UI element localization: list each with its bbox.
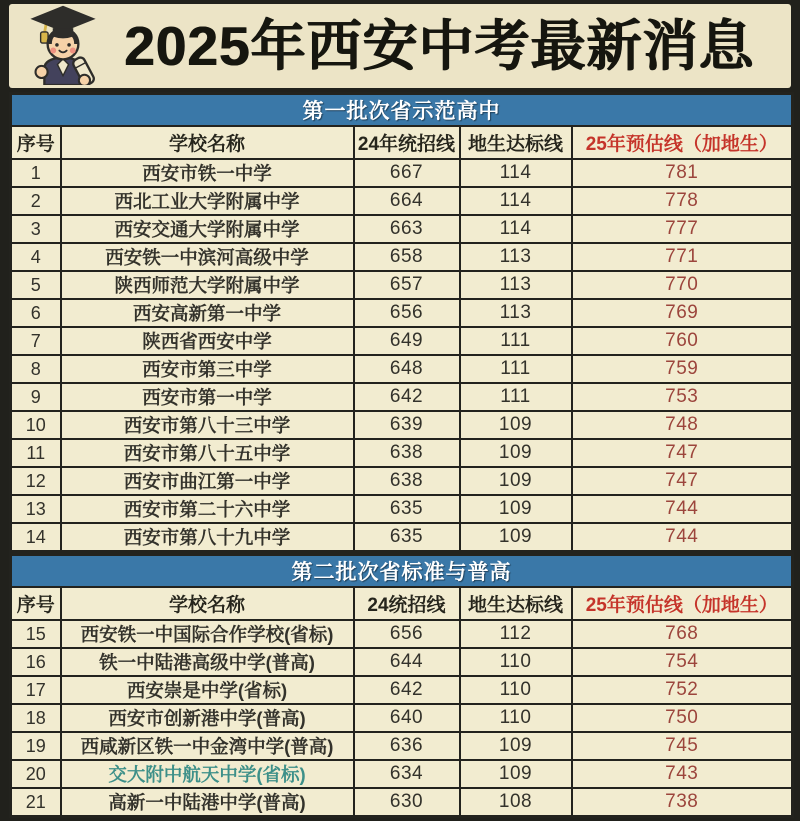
row-number: 6 (11, 299, 61, 327)
row-number: 21 (11, 788, 61, 817)
table-second-batch (9, 553, 794, 818)
score-geo-bio: 109 (460, 523, 572, 552)
score-est25: 770 (572, 271, 793, 299)
section-band-second-batch: 第二批次省标准与普高 (11, 555, 793, 588)
graduate-mascot-icon (25, 3, 101, 90)
school-name: 西安市第三中学 (61, 355, 354, 383)
row-number: 16 (11, 648, 61, 676)
score-geo-bio: 110 (460, 648, 572, 676)
score-line24: 640 (354, 704, 460, 732)
section-band-row (11, 94, 793, 127)
score-geo-bio: 112 (460, 620, 572, 648)
score-est25: 781 (572, 159, 793, 187)
score-geo-bio: 114 (460, 215, 572, 243)
title-panel (9, 4, 791, 88)
col-header-line24: 24年统招线 (354, 126, 460, 159)
row-number: 17 (11, 676, 61, 704)
school-name: 西安铁一中滨河高级中学 (61, 243, 354, 271)
row-number: 20 (11, 760, 61, 788)
score-line24: 648 (354, 355, 460, 383)
row-number: 12 (11, 467, 61, 495)
column-header-row (11, 587, 793, 620)
col-header-school: 学校名称 (61, 126, 354, 159)
school-name: 铁一中陆港高级中学(普高) (61, 648, 354, 676)
table-row (11, 676, 793, 704)
table-row (11, 620, 793, 648)
score-geo-bio: 109 (460, 411, 572, 439)
col-header-no: 序号 (11, 587, 61, 620)
row-number: 19 (11, 732, 61, 760)
col-header-est25: 25年预估线（加地生） (572, 587, 793, 620)
row-number: 11 (11, 439, 61, 467)
table-row (11, 355, 793, 383)
table-row (11, 159, 793, 187)
table-row (11, 523, 793, 552)
score-est25: 744 (572, 523, 793, 552)
school-name: 西安市铁一中学 (61, 159, 354, 187)
row-number: 13 (11, 495, 61, 523)
table-row (11, 411, 793, 439)
score-geo-bio: 113 (460, 299, 572, 327)
score-est25: 743 (572, 760, 793, 788)
row-number: 1 (11, 159, 61, 187)
col-header-est25: 25年预估线（加地生） (572, 126, 793, 159)
score-geo-bio: 114 (460, 187, 572, 215)
score-geo-bio: 113 (460, 271, 572, 299)
score-geo-bio: 111 (460, 383, 572, 411)
score-line24: 638 (354, 439, 460, 467)
row-number: 10 (11, 411, 61, 439)
table-row (11, 271, 793, 299)
table-row (11, 187, 793, 215)
table-row (11, 648, 793, 676)
row-number: 3 (11, 215, 61, 243)
school-name: 西安市第八十五中学 (61, 439, 354, 467)
score-est25: 777 (572, 215, 793, 243)
school-name: 西安市第八十三中学 (61, 411, 354, 439)
col-header-line24: 24统招线 (354, 587, 460, 620)
score-line24: 642 (354, 383, 460, 411)
school-name: 西安市第八十九中学 (61, 523, 354, 552)
score-geo-bio: 109 (460, 495, 572, 523)
score-est25: 778 (572, 187, 793, 215)
score-line24: 656 (354, 620, 460, 648)
score-line24: 635 (354, 523, 460, 552)
score-geo-bio: 111 (460, 355, 572, 383)
table-row (11, 704, 793, 732)
score-geo-bio: 109 (460, 732, 572, 760)
col-header-geo-bio: 地生达标线 (460, 126, 572, 159)
score-line24: 638 (354, 467, 460, 495)
school-name: 西安市曲江第一中学 (61, 467, 354, 495)
col-header-geo-bio: 地生达标线 (460, 587, 572, 620)
table-row (11, 439, 793, 467)
school-name: 西安铁一中国际合作学校(省标) (61, 620, 354, 648)
score-est25: 744 (572, 495, 793, 523)
row-number: 4 (11, 243, 61, 271)
score-geo-bio: 110 (460, 676, 572, 704)
column-header-row (11, 126, 793, 159)
score-geo-bio: 109 (460, 760, 572, 788)
score-line24: 636 (354, 732, 460, 760)
row-number: 8 (11, 355, 61, 383)
score-est25: 771 (572, 243, 793, 271)
score-est25: 748 (572, 411, 793, 439)
table-first-batch (9, 92, 794, 553)
score-line24: 663 (354, 215, 460, 243)
score-geo-bio: 111 (460, 327, 572, 355)
school-name: 西咸新区铁一中金湾中学(普高) (61, 732, 354, 760)
score-line24: 656 (354, 299, 460, 327)
score-est25: 768 (572, 620, 793, 648)
school-name: 西安市第二十六中学 (61, 495, 354, 523)
table-row (11, 495, 793, 523)
section-band-first-batch: 第一批次省示范高中 (11, 94, 793, 127)
score-line24: 630 (354, 788, 460, 817)
score-geo-bio: 114 (460, 159, 572, 187)
score-est25: 769 (572, 299, 793, 327)
score-est25: 750 (572, 704, 793, 732)
score-geo-bio: 109 (460, 439, 572, 467)
table-row (11, 299, 793, 327)
page-title: 2025年西安中考最新消息 (123, 14, 755, 77)
score-est25: 747 (572, 467, 793, 495)
score-geo-bio: 113 (460, 243, 572, 271)
score-line24: 644 (354, 648, 460, 676)
section-band-row (11, 555, 793, 588)
col-header-school: 学校名称 (61, 587, 354, 620)
score-est25: 745 (572, 732, 793, 760)
school-name: 西安市第一中学 (61, 383, 354, 411)
table-row (11, 788, 793, 817)
score-est25: 747 (572, 439, 793, 467)
table-row (11, 760, 793, 788)
school-name: 西安高新第一中学 (61, 299, 354, 327)
table-row (11, 215, 793, 243)
school-name: 陕西师范大学附属中学 (61, 271, 354, 299)
school-name: 高新一中陆港中学(普高) (61, 788, 354, 817)
score-geo-bio: 110 (460, 704, 572, 732)
table-row (11, 383, 793, 411)
col-header-no: 序号 (11, 126, 61, 159)
score-line24: 657 (354, 271, 460, 299)
row-number: 9 (11, 383, 61, 411)
score-est25: 759 (572, 355, 793, 383)
score-est25: 760 (572, 327, 793, 355)
table-row (11, 732, 793, 760)
score-est25: 754 (572, 648, 793, 676)
score-line24: 634 (354, 760, 460, 788)
school-name: 交大附中航天中学(省标) (61, 760, 354, 788)
school-name: 西安市创新港中学(普高) (61, 704, 354, 732)
score-line24: 639 (354, 411, 460, 439)
school-name: 西安崇是中学(省标) (61, 676, 354, 704)
row-number: 15 (11, 620, 61, 648)
row-number: 7 (11, 327, 61, 355)
school-name: 西安交通大学附属中学 (61, 215, 354, 243)
score-line24: 664 (354, 187, 460, 215)
row-number: 5 (11, 271, 61, 299)
score-line24: 635 (354, 495, 460, 523)
score-geo-bio: 109 (460, 467, 572, 495)
score-geo-bio: 108 (460, 788, 572, 817)
row-number: 14 (11, 523, 61, 552)
score-line24: 658 (354, 243, 460, 271)
table-row (11, 243, 793, 271)
row-number: 18 (11, 704, 61, 732)
score-line24: 642 (354, 676, 460, 704)
row-number: 2 (11, 187, 61, 215)
school-name: 陕西省西安中学 (61, 327, 354, 355)
score-line24: 649 (354, 327, 460, 355)
score-est25: 738 (572, 788, 793, 817)
score-line24: 667 (354, 159, 460, 187)
score-est25: 753 (572, 383, 793, 411)
table-row (11, 327, 793, 355)
school-name: 西北工业大学附属中学 (61, 187, 354, 215)
score-est25: 752 (572, 676, 793, 704)
table-row (11, 467, 793, 495)
